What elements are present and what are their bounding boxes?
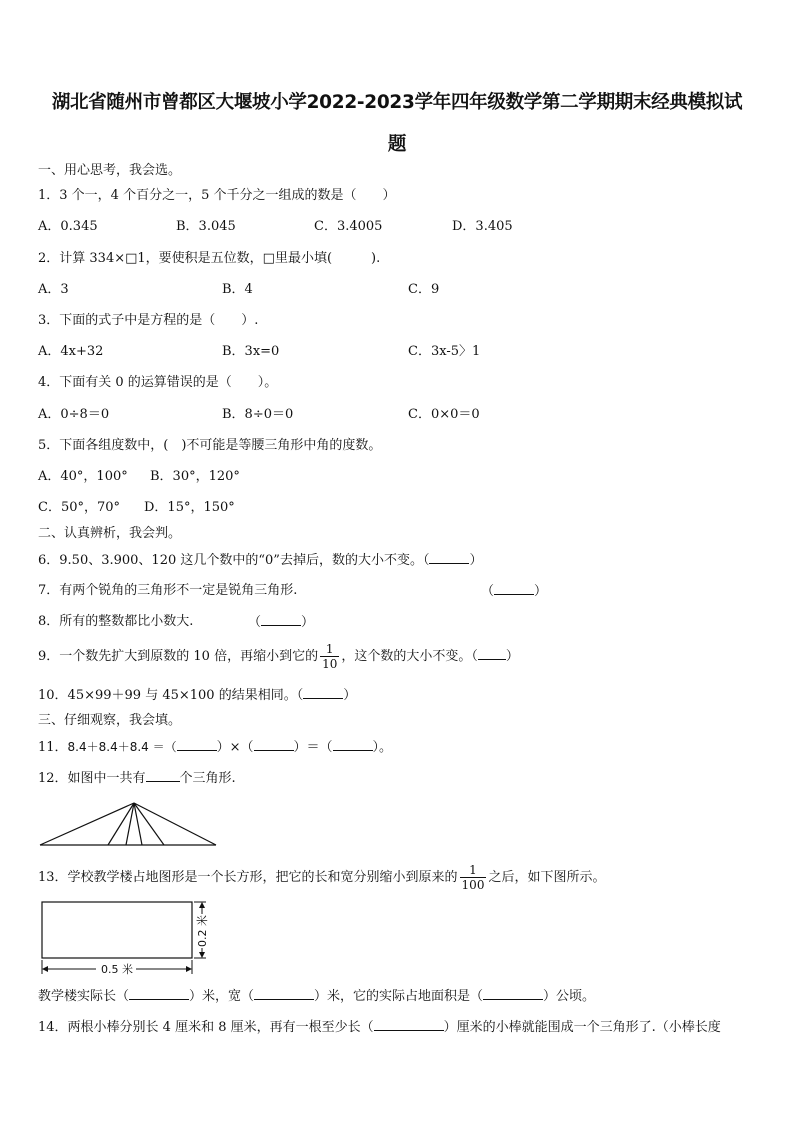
question-12 [38,769,236,788]
length-arrow-head-left [42,966,48,972]
q6-close: ） [469,553,483,568]
q11-equals: ）＝（ [293,740,333,755]
q13-length-blank[interactable] [129,987,189,1000]
q13b-part-d: ）公顷。 [543,989,596,1004]
rectangle-shape [42,902,192,958]
q9-fraction-den: 10 [322,657,338,671]
q11-times: ）×（ [216,740,254,755]
q10-close: ） [343,688,357,703]
q12-text-before: 12．如图中一共有 [38,771,146,786]
q8-close: ） [301,615,315,630]
figure-left-side [40,803,134,845]
q8-answer-blank[interactable] [261,613,301,626]
q4-option-c[interactable]: C．0×0＝0 [408,407,480,422]
q11-blank-3[interactable] [333,738,373,751]
q13-fraction [460,863,487,892]
q5-option-c[interactable]: C．50°，70° [38,500,121,515]
triangle-figure [38,800,220,850]
q7-answer-blank[interactable] [494,582,534,595]
q9-answer-blank[interactable] [478,647,506,660]
q2-option-a[interactable]: A．3 [38,282,69,297]
q3-option-c[interactable]: C．3x-5〉1 [408,344,481,359]
q7-answer [481,582,547,601]
q12-answer-blank[interactable] [146,769,180,782]
question-4-stem: 4．下面有关 0 的运算错误的是（ ）。 [38,375,278,390]
q9-fraction [320,642,339,671]
question-1-stem: 1．3 个一，4 个百分之一，5 个千分之一组成的数是（ ） [38,188,396,203]
length-label: 0.5 米 [101,963,133,976]
q1-option-d[interactable]: D．3.405 [452,219,513,234]
q14-part-a: 14．两根小棒分别长 4 厘米和 8 厘米，再有一根至少长（ [38,1020,374,1035]
q2-option-b[interactable]: B．4 [222,282,253,297]
q8-open: （ [248,615,262,630]
q5-option-a[interactable]: A．40°，100° [38,469,128,484]
q7-close: ） [534,584,548,599]
page-title-continued: 题 [387,134,407,155]
question-3-stem: 3．下面的式子中是方程的是（ ）. [38,313,259,328]
question-13 [38,860,605,896]
question-10 [38,686,356,705]
q5-option-b[interactable]: B．30°，120° [150,469,240,484]
question-13-answers [38,987,595,1006]
question-9 [38,639,519,675]
q9-close: ） [505,649,519,664]
q13-text-after: 之后，如下图所示。 [488,870,606,885]
q11-end: ）。 [372,740,393,755]
width-arrow-head-bottom [199,952,205,958]
q9-fraction-num: 1 [320,642,339,657]
question-7-text: 7．有两个锐角的三角形不一定是锐角三角形. [38,583,298,598]
q13b-part-b: ）米，宽（ [189,989,255,1004]
q1-option-b[interactable]: B．3.045 [176,219,236,234]
question-11 [38,738,392,757]
section-3-heading: 三、仔细观察，我会填。 [38,713,182,728]
q14-part-b: ）厘米的小棒就能围成一个三角形了.（小棒长度 [443,1020,721,1035]
q10-answer-blank[interactable] [303,686,343,699]
q11-expression: 8.4＋8.4＋8.4 ＝（ [67,740,177,754]
q13b-part-a: 教学楼实际长（ [38,989,130,1004]
q12-text-after: 个三角形. [179,771,236,786]
question-2-stem: 2．计算 334×□1，要使积是五位数，□里最小填( ). [38,251,381,266]
q6-text: 6．9.50、3.900、120 这几个数中的“0”去掉后，数的大小不变。（ [38,553,430,568]
length-arrow-head-right [186,966,192,972]
q8-answer [248,613,314,632]
question-5-stem: 5．下面各组度数中，( )不可能是等腰三角形中角的度数。 [38,438,382,453]
q13-text-before: 13．学校教学楼占地图形是一个长方形，把它的长和宽分别缩小到原来的 [38,870,458,885]
q3-option-a[interactable]: A．4x+32 [38,344,104,359]
q10-text: 10．45×99＋99 与 45×100 的结果相同。（ [38,688,304,703]
figure-right-side [134,803,216,845]
q13b-part-c: ）米，它的实际占地面积是（ [314,989,484,1004]
question-8-text: 8．所有的整数都比小数大. [38,614,194,629]
q1-option-a[interactable]: A．0.345 [38,219,98,234]
q11-blank-1[interactable] [177,738,217,751]
q7-open: （ [481,584,495,599]
q13-fraction-num: 1 [460,863,487,878]
q1-option-c[interactable]: C．3.4005 [314,219,383,234]
section-1-heading: 一、用心思考，我会选。 [38,163,182,178]
width-arrow-head-top [199,902,205,908]
q2-option-c[interactable]: C．9 [408,282,440,297]
question-14 [38,1018,721,1037]
section-2-heading: 二、认真辨析，我会判。 [38,526,182,541]
q9-text-before: 9．一个数先扩大到原数的 10 倍，再缩小到它的 [38,649,319,664]
q11-lead: 11． [38,740,68,755]
q6-answer-blank[interactable] [429,551,469,564]
q5-option-d[interactable]: D．15°，150° [144,500,235,515]
question-6 [38,551,482,570]
q13-width-blank[interactable] [254,987,314,1000]
q3-option-b[interactable]: B．3x=0 [222,344,280,359]
q11-blank-2[interactable] [254,738,294,751]
q13-area-blank[interactable] [483,987,543,1000]
rectangle-figure [36,898,216,980]
page-title: 湖北省随州市曾都区大堰坡小学2022-2023学年四年级数学第二学期期末经典模拟试 [51,92,743,113]
q4-option-a[interactable]: A．0÷8＝0 [38,407,110,422]
q13-fraction-den: 100 [461,878,485,892]
q4-option-b[interactable]: B．8÷0＝0 [222,407,294,422]
width-label: 0.2 米 [196,915,209,947]
q14-answer-blank[interactable] [374,1018,444,1031]
q9-text-after: ，这个数的大小不变。（ [341,649,478,664]
